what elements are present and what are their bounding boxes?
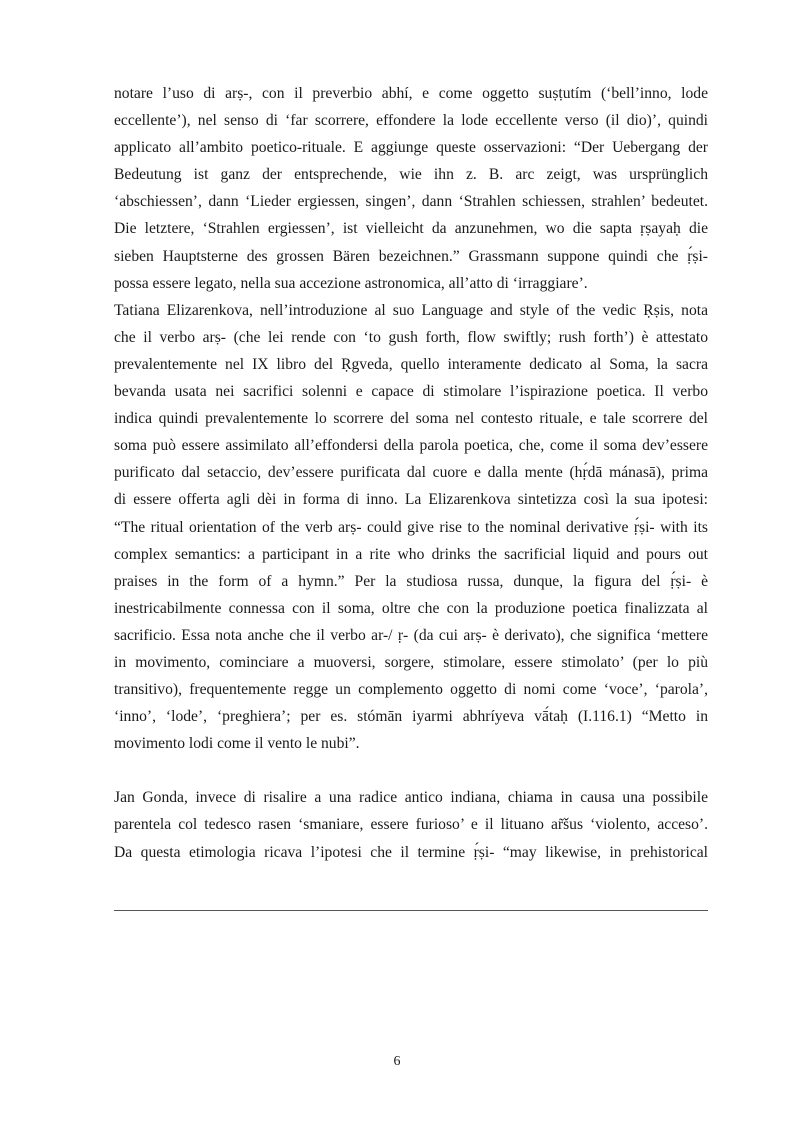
text-line: Tatiana Elizarenkova, nell’introduzione al suo Language and style of the vedic Ṛṣis, nota bbox=[114, 301, 708, 319]
text-line: Die letztere, ‘Strahlen ergiessen’, ist vielleicht da anzunehmen, wo die sapta ṛṣayaḥ die bbox=[114, 220, 708, 238]
text-line: notare l’uso di arṣ-, con il preverbio abhí, e come oggetto suṣṭutím (‘bell’inno, lode bbox=[114, 85, 708, 102]
text-line: ‘abschiessen’, dann ‘Lieder ergiessen, singen’, dann ‘Strahlen schiessen, strahlen’ bedeutet. bbox=[114, 193, 708, 211]
text-line: applicato all’ambito poetico-rituale. E aggiunge queste osservazioni: “Der Uebergang der bbox=[114, 139, 708, 157]
text-line: eccellente’), nel senso di ‘far scorrere, effondere la lode eccellente verso (il dio)’, quindi bbox=[114, 112, 708, 130]
text-line: di essere offerta agli dèi in forma di inno. La Elizarenkova sintetizza così la sua ipotesi: bbox=[114, 491, 708, 509]
paragraph-gonda bbox=[114, 784, 708, 865]
text-line: bevanda usata nei sacrifici solenni e capace di stimolare l’ispirazione poetica. Il verbo bbox=[114, 383, 708, 401]
text-line: in movimento, cominciare a muoversi, sorgere, stimolare, essere stimolato’ (per lo più bbox=[114, 653, 708, 671]
text-line: purificato dal setaccio, dev’essere purificata dal cuore e dalla mente (hṛ́dā mánasā), prima bbox=[114, 464, 708, 482]
text-line: che il verbo arṣ- (che lei rende con ‘to gush forth, flow swiftly; rush forth’) è attestato bbox=[114, 328, 708, 346]
text-line: inestricabilmente connessa con il soma, oltre che con la produzione poetica finalizzata al bbox=[114, 599, 708, 617]
text-line: possa essere legato, nella sua accezione astronomica, all’atto di ‘irraggiare’. bbox=[114, 274, 588, 292]
text-line: sieben Hauptsterne des grossen Bären bezeichnen.” Grassmann suppone quindi che ṛ́ṣi- bbox=[114, 247, 708, 265]
paragraph-spacer bbox=[114, 757, 708, 784]
text-line: Da questa etimologia ricava l’ipotesi che il termine ṛ́ṣi- “may likewise, in prehistorical bbox=[114, 843, 708, 861]
footnote-separator bbox=[114, 910, 708, 911]
text-line: parentela col tedesco rasen ‘smaniare, essere furioso’ e il lituano ar̃šus ‘violento, acceso’. bbox=[114, 816, 708, 834]
document-body bbox=[114, 80, 708, 866]
text-line: soma può essere assimilato all’effondersi della parola poetica, che, come il soma dev’essere bbox=[114, 437, 708, 455]
text-line: sacrificio. Essa nota anche che il verbo ar-/ ṛ- (da cui arṣ- è derivato), che significa ‘mettere bbox=[114, 626, 708, 644]
paragraph-elizarenkova bbox=[114, 297, 708, 758]
text-line: indica quindi prevalentemente lo scorrere del soma nel contesto rituale, e tale scorrere del bbox=[114, 410, 708, 428]
text-line: movimento lodi come il vento le nubi”. bbox=[114, 735, 360, 753]
page-number: 6 bbox=[393, 1054, 401, 1069]
text-line: “The ritual orientation of the verb arṣ- could give rise to the nominal derivative ṛ́ṣi- with its bbox=[114, 518, 708, 536]
text-line: praises in the form of a hymn.” Per la studiosa russa, dunque, la figura del ṛ́ṣi- è bbox=[114, 572, 708, 590]
paragraph-grassmann bbox=[114, 80, 708, 297]
text-line: Bedeutung ist ganz der entsprechende, wie ihn z. B. arc zeigt, was ursprünglich bbox=[114, 166, 708, 184]
text-line: Jan Gonda, invece di risalire a una radice antico indiana, chiama in causa una possibile bbox=[114, 789, 708, 807]
text-line: prevalentemente nel IX libro del Ṛgveda, quello interamente dedicato al Soma, la sacra bbox=[114, 355, 708, 373]
text-line: complex semantics: a participant in a rite who drinks the sacrificial liquid and pours out bbox=[114, 545, 708, 563]
text-line: transitivo), frequentemente regge un complemento oggetto di nomi come ‘voce’, ‘parola’, bbox=[114, 681, 708, 699]
text-line: ‘inno’, ‘lode’, ‘preghiera’; per es. stómān iyarmi abhríyeva vā́taḥ (I.116.1) “Metto in bbox=[114, 708, 708, 726]
